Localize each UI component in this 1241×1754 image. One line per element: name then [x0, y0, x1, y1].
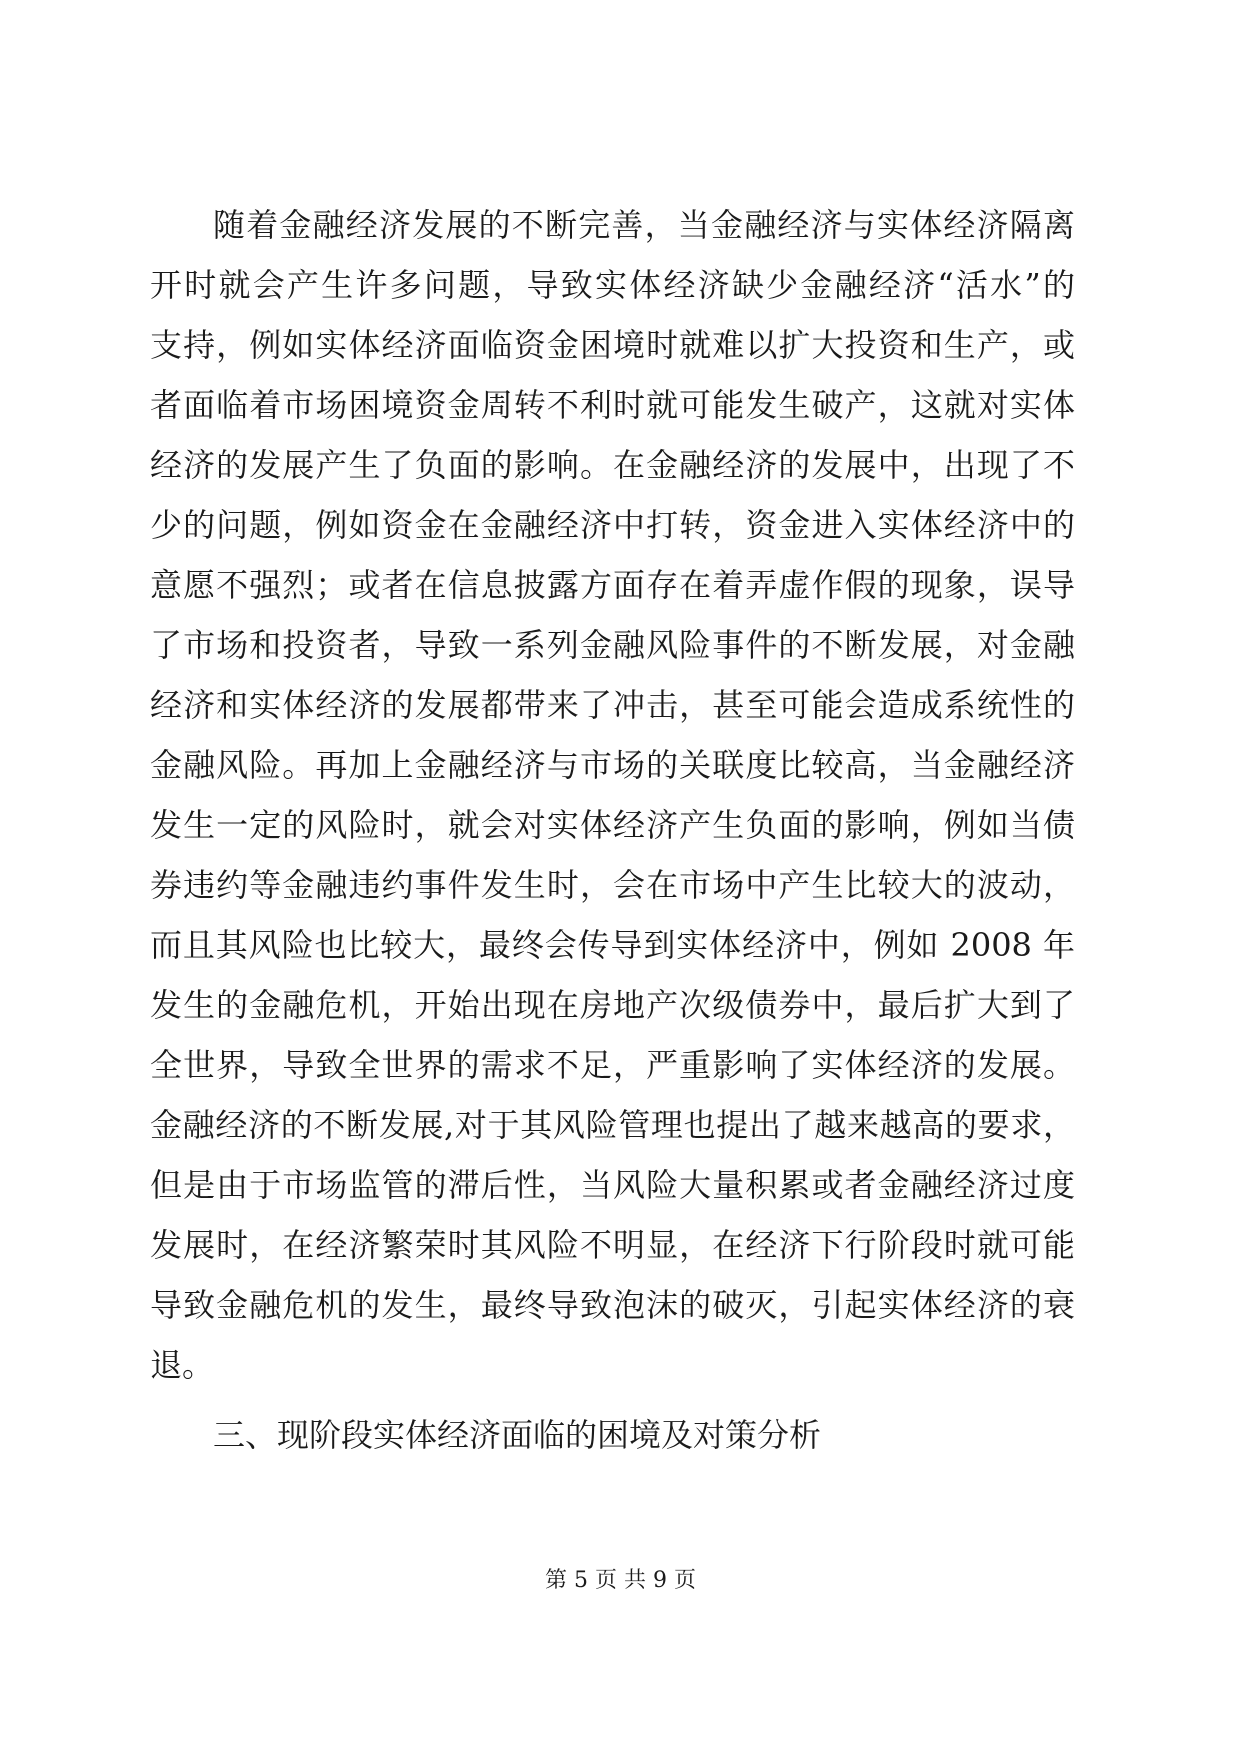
paragraph-line: 发生一定的风险时，就会对实体经济产生负面的影响，例如当债: [150, 806, 1075, 844]
paragraph-line: 少的问题，例如资金在金融经济中打转，资金进入实体经济中的: [150, 506, 1075, 544]
paragraph-line: 开时就会产生许多问题，导致实体经济缺少金融经济“活水”的: [150, 266, 1075, 304]
section-heading: 三、现阶段实体经济面临的困境及对策分析: [213, 1416, 822, 1454]
paragraph-line: 者面临着市场困境资金周转不利时就可能发生破产，这就对实体: [150, 386, 1075, 424]
paragraph-line: 了市场和投资者，导致一系列金融风险事件的不断发展，对金融: [150, 626, 1075, 664]
paragraph-line: 经济的发展产生了负面的影响。在金融经济的发展中，出现了不: [150, 446, 1075, 484]
paragraph-line: 退。: [150, 1346, 215, 1384]
paragraph-line: 发展时，在经济繁荣时其风险不明显，在经济下行阶段时就可能: [150, 1226, 1075, 1264]
body-paragraph: [150, 195, 1075, 1465]
paragraph-line: 发生的金融危机，开始出现在房地产次级债券中，最后扩大到了: [150, 986, 1075, 1024]
page-number-label: 第 5 页 共 9 页: [545, 1568, 696, 1593]
page-footer: [0, 1563, 1241, 1599]
paragraph-line: 而且其风险也比较大，最终会传导到实体经济中，例如 2008 年: [150, 926, 1075, 964]
paragraph-line: 随着金融经济发展的不断完善，当金融经济与实体经济隔离: [213, 206, 1075, 244]
paragraph-line: 但是由于市场监管的滞后性，当风险大量积累或者金融经济过度: [150, 1166, 1075, 1204]
paragraph-line: 券违约等金融违约事件发生时，会在市场中产生比较大的波动，: [150, 866, 1075, 904]
paragraph-line: 全世界，导致全世界的需求不足，严重影响了实体经济的发展。: [150, 1046, 1075, 1084]
paragraph-line: 金融经济的不断发展,对于其风险管理也提出了越来越高的要求，: [150, 1106, 1075, 1144]
paragraph-line: 支持，例如实体经济面临资金困境时就难以扩大投资和生产，或: [150, 326, 1075, 364]
paragraph-line: 经济和实体经济的发展都带来了冲击，甚至可能会造成系统性的: [150, 686, 1075, 724]
paragraph-line: 金融风险。再加上金融经济与市场的关联度比较高，当金融经济: [150, 746, 1075, 784]
paragraph-line: 导致金融危机的发生，最终导致泡沫的破灭，引起实体经济的衰: [150, 1286, 1075, 1324]
paragraph-line: 意愿不强烈；或者在信息披露方面存在着弄虚作假的现象，误导: [150, 566, 1075, 604]
